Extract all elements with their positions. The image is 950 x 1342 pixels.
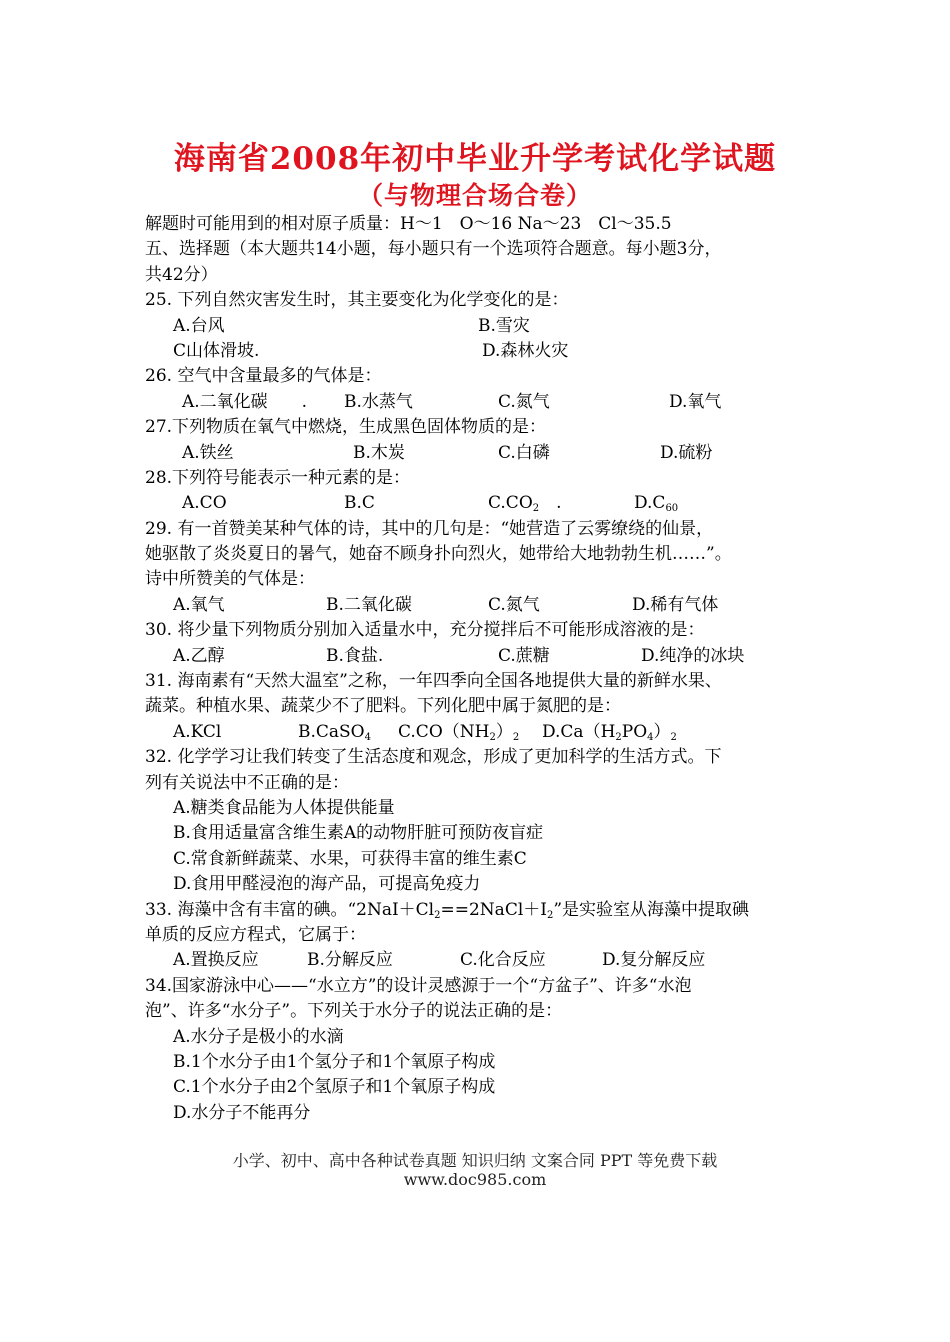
atomic-mass-note: 解题时可能用到的相对原子质量：H～1 O～16 Na～23 Cl～35.5 bbox=[145, 214, 672, 234]
q26-option-b: B.水蒸气 bbox=[344, 391, 413, 412]
q32-option-c: C.常食新鲜蔬菜、水果，可获得丰富的维生素C bbox=[173, 848, 527, 869]
q28-option-c: $C.CO_2$ . bbox=[488, 493, 562, 515]
q33-option-d: D.复分解反应 bbox=[602, 950, 706, 971]
q31-option-d: $D.Ca(H_2PO_4)_2$ bbox=[542, 721, 677, 743]
q32-option-d: D.食用甲醛浸泡的海产品，可提高免疫力 bbox=[173, 874, 481, 895]
q29-options bbox=[145, 593, 815, 618]
question-29-line3: 诗中所赞美的气体是： bbox=[145, 569, 315, 590]
question-33-line1: 33. 海藻中含有丰富的碘。“$2NaI+Cl_2==2NaCl+I_2$”是实验室从海藻中提取碘 bbox=[145, 899, 750, 921]
question-32-line2: 列有关说法中不正确的是： bbox=[145, 772, 349, 793]
section-heading-cont: 共42分） bbox=[145, 264, 218, 285]
question-31-line2: 蔬菜。种植水果、蔬菜少不了肥料。下列化肥中属于氮肥的是： bbox=[145, 696, 621, 717]
q33-option-c: C.化合反应 bbox=[460, 950, 546, 971]
question-27: 27.下列物质在氧气中燃烧，生成黑色固体物质的是： bbox=[145, 417, 547, 438]
question-33-line2: 单质的反应方程式，它属于： bbox=[145, 924, 366, 945]
q25-option-a: A.台风 bbox=[173, 315, 225, 336]
q27-option-c: C.白磷 bbox=[498, 442, 550, 463]
q27-option-d: D.硫粉 bbox=[660, 442, 713, 463]
q32-option-a: A.糖类食品能为人体提供能量 bbox=[173, 797, 395, 818]
q25-options-row1 bbox=[145, 314, 815, 339]
q31-option-c: $C.CO(NH_2)_2$ bbox=[398, 721, 520, 743]
q26-option-d: D.氧气 bbox=[669, 391, 722, 412]
q29-option-b: B.二氧化碳 bbox=[326, 594, 412, 615]
footer-promo: 小学、初中、高中各种试卷真题 知识归纳 文案合同 PPT 等免费下载 bbox=[232, 1151, 718, 1170]
q34-option-d: D.水分子不能再分 bbox=[173, 1102, 311, 1123]
q25-option-b: B.雪灾 bbox=[478, 315, 530, 336]
section-heading: 五、选择题（本大题共14小题，每小题只有一个选项符合题意。每小题3分， bbox=[145, 239, 722, 260]
q29-option-d: D.稀有气体 bbox=[632, 594, 719, 615]
q30-option-b: B.食盐. bbox=[326, 645, 384, 666]
q31-option-b: B.CaSO$_4$ bbox=[298, 721, 371, 743]
page-title: 海南省2008年初中毕业升学考试化学试题 bbox=[173, 141, 777, 177]
q33-option-b: B.分解反应 bbox=[307, 950, 393, 971]
question-32-line1: 32. 化学学习让我们转变了生活态度和观念，形成了更加科学的生活方式。下 bbox=[145, 747, 722, 768]
q30-options bbox=[145, 644, 815, 669]
page-subtitle: （与物理合场合卷） bbox=[357, 181, 592, 210]
q26-option-c: C.氮气 bbox=[498, 391, 550, 412]
q29-option-c: C.氮气 bbox=[488, 594, 540, 615]
q34-option-b: B.1个水分子由1个氢分子和1个氧原子构成 bbox=[173, 1051, 496, 1072]
question-26: 26. 空气中含量最多的气体是： bbox=[145, 366, 382, 387]
question-25: 25. 下列自然灾害发生时，其主要变化为化学变化的是： bbox=[145, 290, 569, 311]
question-34-line1: 34.国家游泳中心——“水立方”的设计灵感源于一个“方盆子”、许多“水泡 bbox=[145, 975, 692, 996]
question-28: 28.下列符号能表示一种元素的是： bbox=[145, 467, 411, 488]
q30-option-c: C.蔗糖 bbox=[498, 645, 550, 666]
q26-option-a: A.二氧化碳 . bbox=[182, 391, 308, 412]
q25-options-row2 bbox=[145, 339, 815, 364]
exam-body bbox=[145, 212, 815, 1126]
q33-option-a: A.置换反应 bbox=[173, 950, 259, 971]
q26-options bbox=[145, 390, 815, 415]
q27-options bbox=[145, 441, 815, 466]
q25-option-d: D.森林火灾 bbox=[482, 340, 569, 361]
q25-option-c: C山体滑坡. bbox=[173, 340, 260, 361]
q34-option-a: A.水分子是极小的水滴 bbox=[173, 1026, 344, 1047]
q29-option-a: A.氧气 bbox=[173, 594, 225, 615]
q33-options bbox=[145, 948, 815, 973]
q30-option-d: D.纯净的冰块 bbox=[641, 645, 745, 666]
q32-option-b: B.食用适量富含维生素A的动物肝脏可预防夜盲症 bbox=[173, 823, 544, 844]
question-29-line1: 29. 有一首赞美某种气体的诗，其中的几句是：“她营造了云雾缭绕的仙景， bbox=[145, 518, 714, 539]
q31-option-a: A.KCl bbox=[173, 721, 222, 742]
q28-option-b: B.C bbox=[344, 493, 375, 514]
q27-option-a: A.铁丝 bbox=[182, 442, 234, 463]
q34-option-c: C.1个水分子由2个氢原子和1个氧原子构成 bbox=[173, 1077, 496, 1098]
q30-option-a: A.乙醇 bbox=[173, 645, 225, 666]
q28-option-a: A.CO bbox=[182, 493, 227, 514]
question-29-line2: 她驱散了炎炎夏日的暑气，她奋不顾身扑向烈火，她带给大地勃勃生机……”。 bbox=[145, 544, 732, 565]
footer-url: www.doc985.com bbox=[403, 1170, 547, 1189]
q31-options bbox=[145, 720, 815, 745]
question-30: 30. 将少量下列物质分别加入适量水中，充分搅拌后不可能形成溶液的是： bbox=[145, 620, 705, 641]
q28-option-d: $D.C_{60}$ bbox=[634, 493, 679, 515]
q27-option-b: B.木炭 bbox=[353, 442, 405, 463]
question-34-line2: 泡”、许多“水分子”。下列关于水分子的说法正确的是： bbox=[145, 1001, 563, 1022]
q28-options bbox=[145, 491, 815, 516]
question-31-line1: 31. 海南素有“天然大温室”之称，一年四季向全国各地提供大量的新鲜水果、 bbox=[145, 671, 722, 692]
